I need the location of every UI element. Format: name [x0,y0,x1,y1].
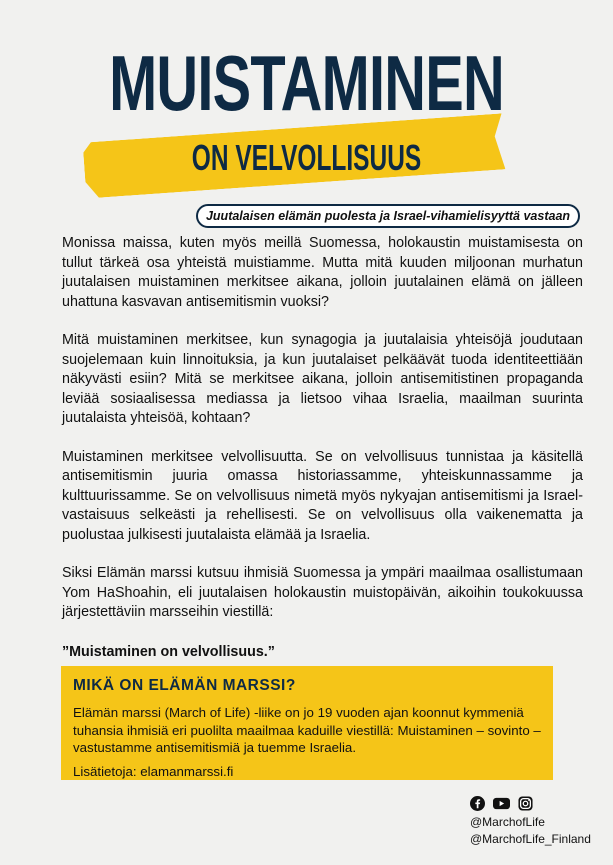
body-text [62,234,583,681]
info-box-text: Elämän marssi (March of Life) -liike on jo 19 vuoden ajan koonnut kymmeniä tuhansia ihmisiä eri puolilta maailmaa kaduille viestillä: Muistaminen – sovinto – vastustamme antisemitismiä ja tuemme Israelia. [73,705,541,755]
paragraph-2: Mitä muistaminen merkitsee, kun synagogia ja juutalaisia yhteisöjä joudutaan suojelemaan kuin linnoituksia, ja kun juutalaiset pelkäävät tuoda identiteettiään näkyvästi esiin? Mitä se merkitsee aikana, jolloin antisemitistinen propaganda leviää sosiaalisessa mediassa ja lietsoo vihaa Israelia, maailman suurinta juutalaista yhteisöä, kohtaan? [62,332,583,426]
social-handle-2[interactable]: @MarchofLife_Finland [470,831,591,846]
info-box-title: MIKÄ ON ELÄMÄN MARSSI? [73,677,296,694]
page-title: MUISTAMINEN [109,39,504,127]
social-links [470,796,610,847]
social-icons [470,796,610,811]
slogan-quote: ”Muistaminen on velvollisuus.” [62,643,275,660]
info-box [61,666,553,780]
paragraph-4: Siksi Elämän marssi kutsuu ihmisiä Suomessa ja ympäri maailmaa osallistumaan Yom HaShoahin, eli juutalaisen holokaustin muistopäivän, aikoihin toukokuussa järjestettäviin marsseihin viestillä: [62,565,583,620]
social-handle-1[interactable]: @MarchofLife [470,815,545,829]
instagram-icon[interactable] [518,796,533,811]
youtube-icon[interactable] [493,796,510,811]
paragraph-1: Monissa maissa, kuten myös meillä Suomessa, holokaustin muistamisesta on tullut tärkeä osa yhteistä muistiamme. Mutta mitä kuuden miljoonan murhatun juutalaisen muistaminen merkitsee aikana, jolloin juutalainen elämä on jälleen uhattuna kasvavan antisemitismin vuoksi? [62,235,583,310]
website-link[interactable]: Lisätietoja: elamanmarssi.fi [73,763,234,779]
paragraph-3: Muistaminen merkitsee velvollisuutta. Se on velvollisuus tunnistaa ja käsitellä antisemitismin juuria omassa historiassamme, yhteiskunnassamme ja kulttuurissamme. Se on velvollisuus nimetä myös nykyajan antisemitismi ja Israel-vastaisuus selkeästi ja rehellisesti. Se on velvollisuus olla vaikenematta ja puolustaa julkisesti juutalaista elämää ja Israelia. [62,448,583,543]
page-subtitle: ON VELVOLLISUUS [191,137,422,178]
tagline-badge: Juutalaisen elämän puolesta ja Israel-vihamielisyyttä vastaan [196,204,580,228]
facebook-icon[interactable] [470,796,485,811]
